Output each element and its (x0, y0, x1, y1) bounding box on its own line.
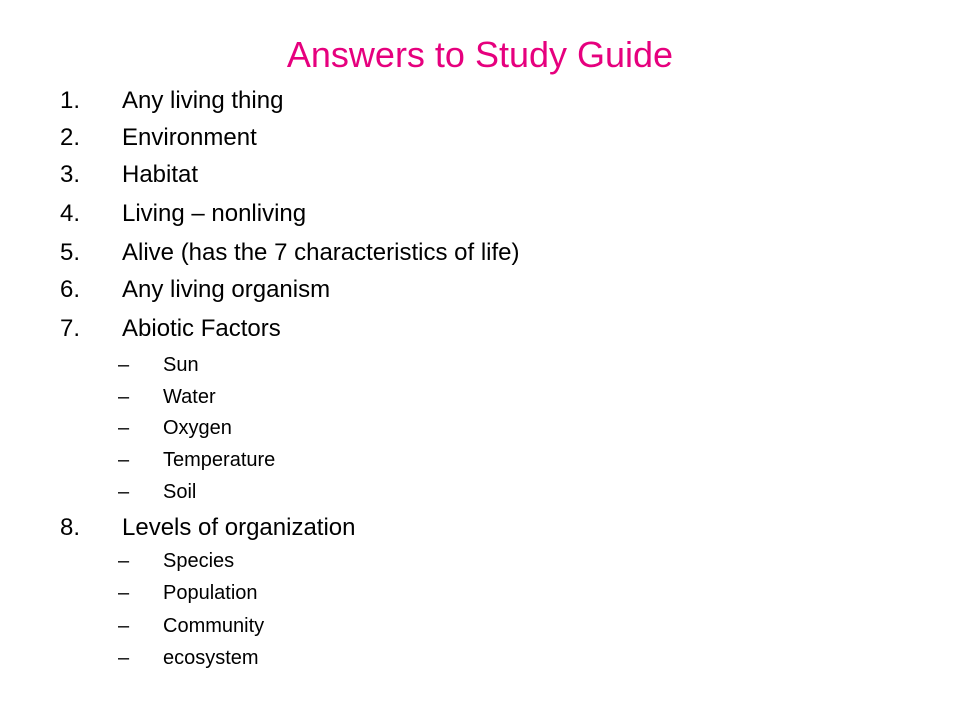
item-number: 6. (60, 276, 81, 303)
item-number: 7. (60, 315, 81, 342)
item-text: Levels of organization (122, 514, 356, 541)
item-text: Abiotic Factors (122, 315, 281, 342)
item-text: Any living thing (122, 87, 284, 114)
dash-marker: – (118, 481, 130, 503)
item-number: 5. (60, 239, 81, 266)
item-text: Alive (has the 7 characteristics of life) (122, 239, 520, 266)
item-number: 1. (60, 87, 81, 114)
page-title: Answers to Study Guide (286, 34, 674, 75)
item-text: Living – nonliving (122, 200, 307, 227)
dash-marker: – (118, 582, 130, 604)
dash-marker: – (118, 449, 130, 471)
dash-marker: – (118, 386, 130, 408)
sub-item-text: Water (163, 386, 216, 408)
sub-item-text: Sun (163, 354, 199, 376)
sub-item-text: Community (163, 615, 265, 637)
item-text: Habitat (122, 161, 199, 188)
dash-marker: – (118, 647, 130, 669)
dash-marker: – (118, 417, 130, 439)
item-number: 8. (60, 514, 81, 541)
sub-item-text: Temperature (163, 449, 276, 471)
sub-item-text: Species (163, 550, 235, 572)
item-number: 3. (60, 161, 81, 188)
dash-marker: – (118, 615, 130, 637)
sub-item-text: Oxygen (163, 417, 232, 439)
dash-marker: – (118, 354, 130, 376)
item-number: 2. (60, 124, 81, 151)
sub-item-text: ecosystem (163, 647, 259, 669)
sub-item-text: Population (163, 582, 258, 604)
item-text: Any living organism (122, 276, 331, 303)
sub-item-text: Soil (163, 481, 197, 503)
item-number: 4. (60, 200, 81, 227)
item-text: Environment (122, 124, 257, 151)
dash-marker: – (118, 550, 130, 572)
